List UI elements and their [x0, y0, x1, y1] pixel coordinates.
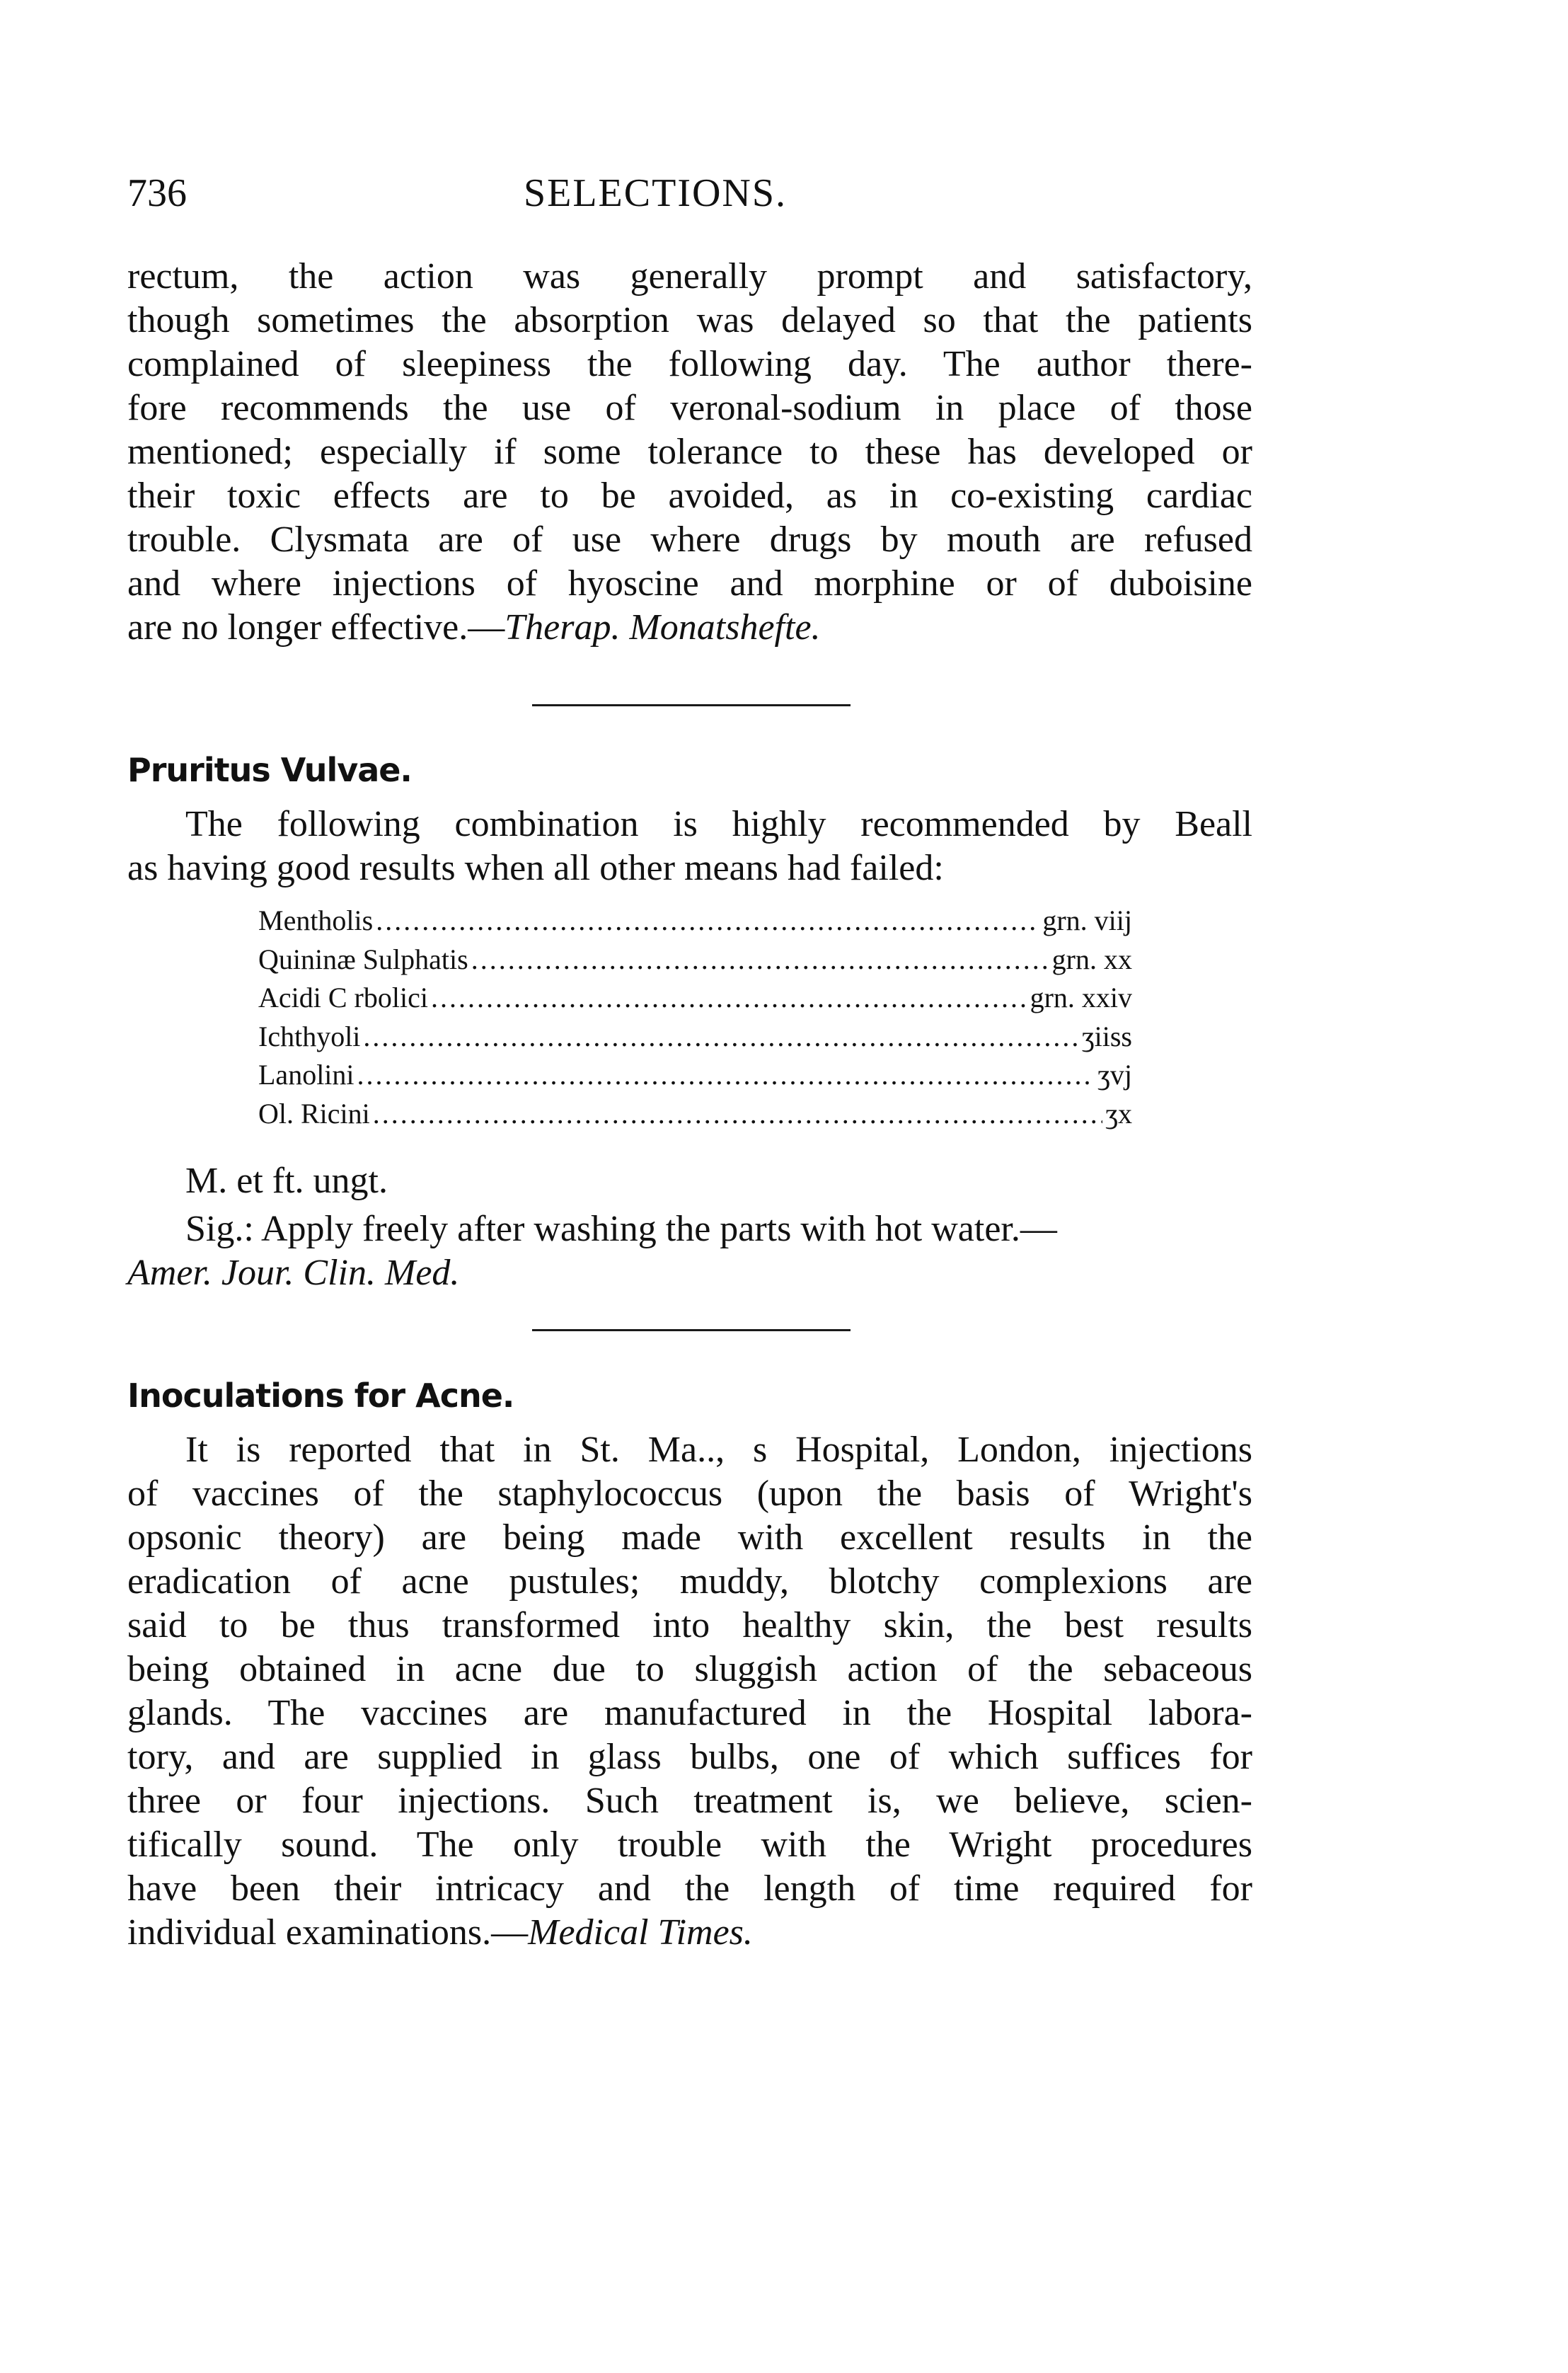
citation: Therap. Monatshefte.	[505, 607, 821, 648]
continuation-paragraph	[127, 255, 1252, 650]
leader-dots	[363, 1018, 1078, 1057]
text-line-last	[127, 1911, 1252, 1955]
section-divider	[532, 1329, 851, 1331]
page-number: 736	[127, 171, 187, 215]
leader-dots	[376, 902, 1039, 941]
sig-line: Sig.: Apply freely after washing the parts with hot water.—	[185, 1209, 1057, 1249]
section-heading: Inoculations for Acne.	[127, 1377, 514, 1415]
ingredient-dose: grn. xx	[1051, 943, 1132, 975]
text-line: complained of sleepiness the following day. The author there-	[127, 344, 1252, 384]
sig-paragraph	[127, 1207, 1252, 1295]
leader-dots	[471, 941, 1049, 979]
citation: Medical Times.	[528, 1912, 753, 1953]
prescription-row	[258, 902, 1132, 941]
ingredient-dose: grn. viij	[1042, 904, 1132, 936]
text-line: have been their intricacy and the length of time required for	[127, 1868, 1252, 1909]
prescription-row	[258, 1056, 1132, 1095]
text-line: being obtained in acne due to sluggish action of the sebaceous	[127, 1649, 1252, 1689]
text-line: It is reported that in St. Ma.., s Hospital, London, injections	[185, 1430, 1252, 1470]
text-line-last	[127, 1251, 1252, 1295]
text-line: rectum, the action was generally prompt and satisfactory,	[127, 256, 1252, 297]
text-line: tifically sound. The only trouble with the Wright procedures	[127, 1825, 1252, 1865]
prescription-row	[258, 979, 1132, 1018]
acne-paragraph	[127, 1428, 1252, 1955]
text-line: of vaccines of the staphylococcus (upon the basis of Wright's	[127, 1473, 1252, 1514]
ingredient-name: Acidi C rbolici	[258, 982, 428, 1013]
section-heading: Pruritus Vulvae.	[127, 751, 412, 789]
prescription-row	[258, 1095, 1132, 1134]
text-line: opsonic theory) are being made with excellent results in the	[127, 1517, 1252, 1558]
intro-paragraph	[127, 803, 1252, 890]
ingredient-name: Mentholis	[258, 904, 374, 936]
text-line: said to be thus transformed into healthy skin, the best results	[127, 1605, 1252, 1645]
leader-dots	[431, 979, 1027, 1018]
citation: Amer. Jour. Clin. Med.	[127, 1253, 460, 1293]
prescription-row	[258, 941, 1132, 979]
page-header	[127, 168, 1252, 218]
text-line: trouble. Clysmata are of use where drugs by mouth are refused	[127, 519, 1252, 560]
text-line: fore recommends the use of veronal-sodium in place of those	[127, 388, 1252, 428]
directions: M. et ft. ungt.	[185, 1161, 388, 1201]
leader-dots	[373, 1095, 1102, 1134]
text-line: as having good results when all other means had failed:	[127, 848, 944, 888]
section-divider	[532, 704, 851, 706]
text-fragment: are no longer effective.—	[127, 607, 505, 648]
running-head: SELECTIONS.	[524, 171, 787, 215]
text-line-last	[127, 606, 1252, 650]
text-line: mentioned; especially if some tolerance to these has developed or	[127, 432, 1252, 472]
ingredient-dose: ʒvj	[1097, 1059, 1132, 1091]
ingredient-name: Lanolini	[258, 1059, 354, 1091]
text-fragment: individual examinations.—	[127, 1912, 529, 1953]
text-line: glands. The vaccines are manufactured in the Hospital labora-	[127, 1693, 1252, 1733]
leader-dots	[357, 1056, 1095, 1095]
text-line: The following combination is highly recommended by Beall	[185, 804, 1252, 844]
ingredient-dose: ʒx	[1105, 1097, 1132, 1130]
text-line: their toxic effects are to be avoided, as in co-existing cardiac	[127, 476, 1252, 516]
prescription-row	[258, 1018, 1132, 1057]
text-line: three or four injections. Such treatment is, we believe, scien-	[127, 1781, 1252, 1821]
ingredient-dose: grn. xxiv	[1030, 982, 1132, 1013]
ingredient-dose: ʒiiss	[1081, 1020, 1132, 1052]
text-line: though sometimes the absorption was delayed so that the patients	[127, 300, 1252, 340]
text-line: tory, and are supplied in glass bulbs, one of which suffices for	[127, 1737, 1252, 1777]
ingredient-name: Ol. Ricini	[258, 1097, 370, 1130]
ingredient-name: Ichthyoli	[258, 1020, 361, 1052]
prescription-list	[258, 902, 1132, 1133]
ingredient-name: Quininæ Sulphatis	[258, 943, 468, 975]
text-line: eradication of acne pustules; muddy, blotchy complexions are	[127, 1561, 1252, 1602]
text-line: and where injections of hyoscine and morphine or of duboisine	[127, 563, 1252, 604]
